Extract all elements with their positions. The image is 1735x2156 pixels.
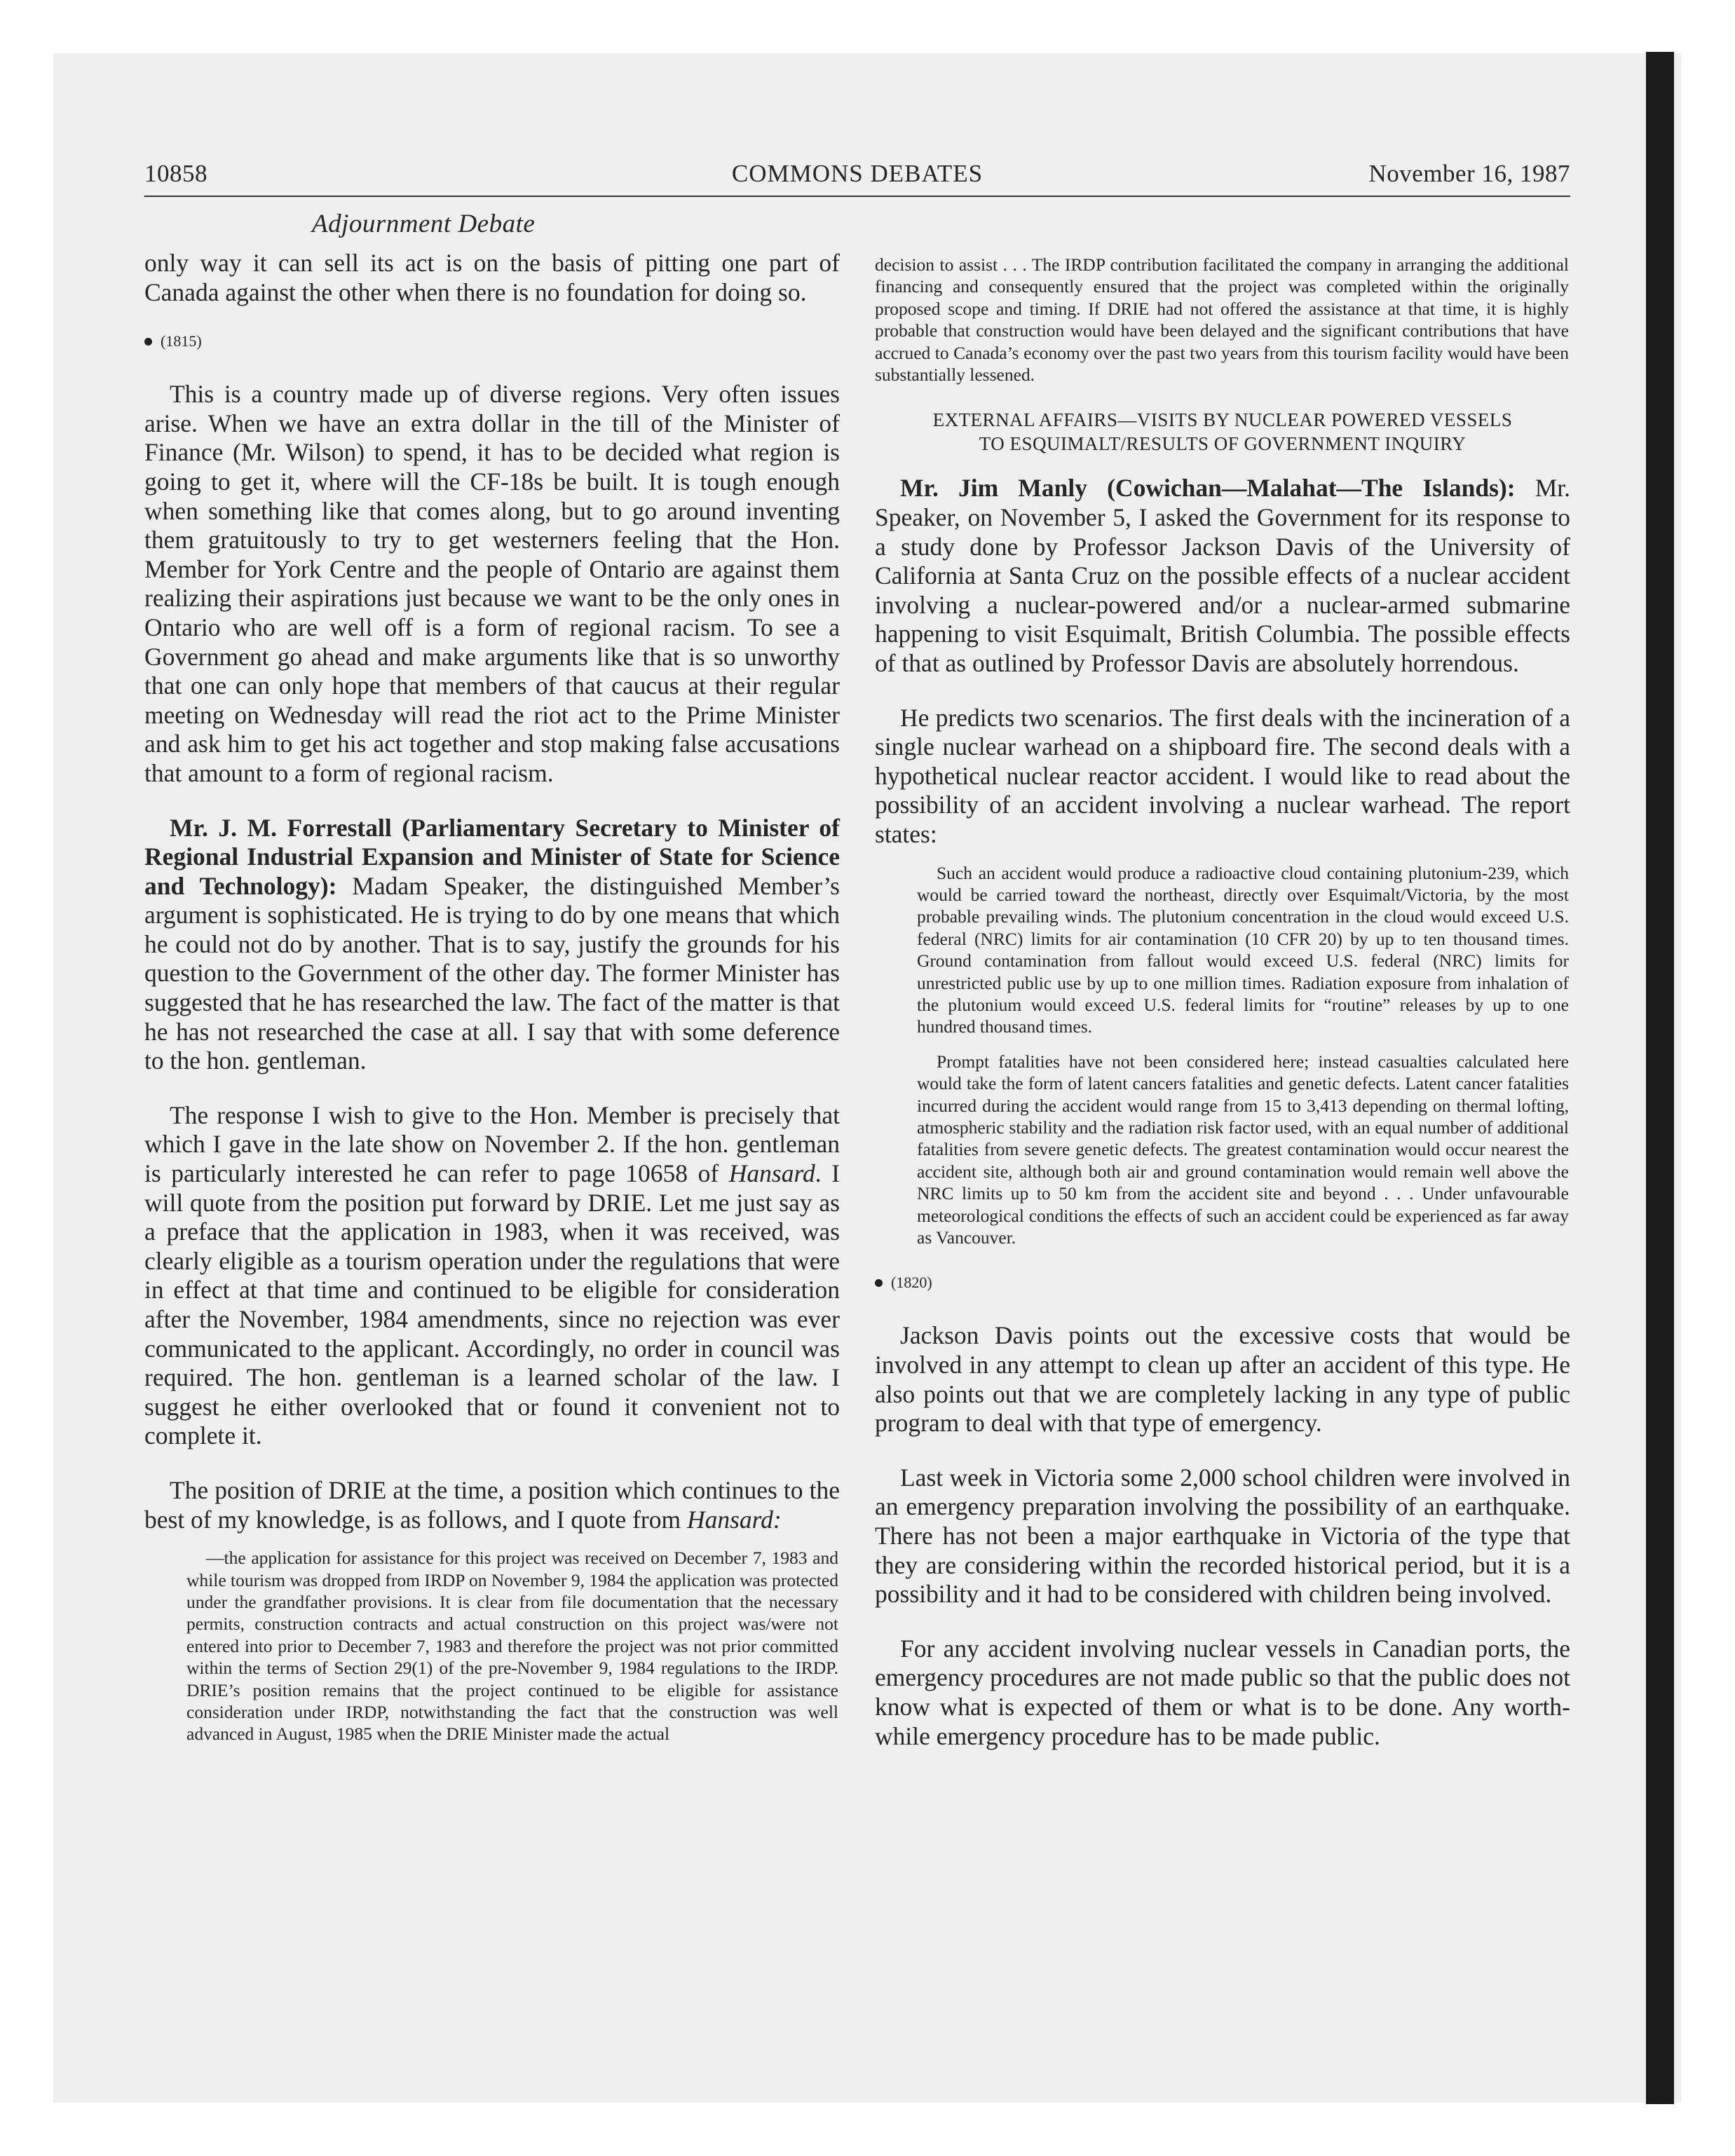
block-quote: Prompt fatalities have not been considered here; instead casualties calculated here would take the form of latent cancers fatalities and genetic defects. Latent cancer fatalities incurred during the accident would range from 15 to 3,413 depending on thermal lofting, atmospheric stability and the radiation risk factor used, with an equal number of additional fatalities from severe genetic defects. The greatest contamination would occur nearest the accident site, although both air and ground contamination would remain well above the NRC limits up to 50 km from the accident site and beyond . . . Under unfavourable meteorological conditions the effects of such an accident could be experienced as far away as Vancouver.: [917, 1051, 1569, 1248]
debate-heading: [875, 408, 1570, 456]
page-header: [144, 160, 1570, 196]
speech-text: Madam Speaker, the distinguished Member’s argument is sophisticated. He is trying to do by one means that which he could not do by another. That is to say, justify the grounds for his question to the Government of the other day. The former Minister has suggested that he has researched the law. The fact of the matter is that he has not researched the case at all. I say that with some deference to the hon. gentleman.: [144, 871, 840, 1075]
time-marker-label: (1815): [161, 332, 202, 350]
paragraph: This is a country made up of diverse regions. Very often issues arise. When we have an extra dollar in the till of the Minister of Finance (Mr. Wilson) to spend, it has to be decided what region is going to get it, where will the CF-18s be built. It is tough enough when something like that comes along, but to go around inventing them gratuitously to try to get westerners feeling that the Hon. Member for York Centre and the people of Ontario are against them realizing their aspirations just because we want to be the only ones in Ontario who are well off is a form of regional racism. To see a Government go ahead and make arguments like that is so unworthy that one can only hope that members of that caucus at their regular meeting on Wednesday will read the riot act to the Prime Minister and ask him to get his act together and stop making false accusations that amount to a form of regional racism.: [144, 380, 840, 787]
block-quote: decision to assist . . . The IRDP contribution facilitated the company in arranging the additional financing and consequently ensured that the project was completed within the originally proposed scope and timing. If DRIE had not offered the assistance at that time, it is highly probable that construction would have been delayed and the significant contributions that have accrued to Canada’s economy over the past two years from this tourism facility would have been substantially lessened.: [875, 254, 1569, 386]
block-quote: Such an accident would produce a radioactive cloud containing plutonium-239, which would be carried toward the northeast, directly over Esquimalt/Victoria, by the most probable prevailing winds. The plutonium concentration in the cloud would exceed U.S. federal (NRC) limits for air contamination (10 CFR 20) by up to ten thousand times. Ground contamination from fallout would exceed U.S. federal (NRC) limits for unrestricted public use by up to one million times. Radiation exposure from inhalation of the plutonium would exceed U.S. federal limits for “routine” releases by up to one hundred thousand times.: [917, 862, 1569, 1037]
paragraph: [144, 814, 840, 1076]
speaker-name: Mr. Jim Manly (Cowichan—Malahat—The Islands):: [900, 474, 1516, 503]
time-marker: [144, 331, 840, 352]
right-column: [875, 254, 1570, 1751]
paragraph: Last week in Victoria some 2,000 school children were involved in an emergency preparation involving the possibility of an earthquake. There has not been a major earthquake in Victoria of the type that they are considering within the recorded historical period, but it is a possibility and it had to be considered with children being involved.: [875, 1463, 1570, 1609]
publication-date: November 16, 1987: [1368, 160, 1570, 187]
paragraph: only way it can sell its act is on the basis of pitting one part of Canada against the other when there is no foundation for doing so.: [144, 249, 840, 306]
paragraph: [875, 474, 1570, 678]
paragraph: [144, 1476, 840, 1534]
block-quote: —the application for assistance for this project was received on December 7, 1983 and while tourism was dropped from IRDP on November 9, 1984 the application was protected under the grandfather provisions. It is clear from file documentation that the necessary permits, construction contracts and actual construction on this project was/were not entered into prior to December 7, 1983 and therefore the project was not prior committed within the terms of Section 29(1) of the pre-November 9, 1984 regulations to the IRDP. DRIE’s position remains that the project continued to be eligible for assistance consideration under IRDP, notwithstanding the fact that the construction was well advanced in August, 1985 when the DRIE Minister made the actual: [186, 1548, 838, 1745]
paragraph: Jackson Davis points out the excessive costs that would be involved in any attempt to clean up after an accident of this type. He also points out that we are completely lacking in any type of public program to deal with that type of emergency.: [875, 1321, 1570, 1438]
time-marker-label: (1820): [891, 1274, 932, 1292]
heading-line: TO ESQUIMALT/RESULTS OF GOVERNMENT INQUIRY: [979, 433, 1467, 455]
publication-title: COMMONS DEBATES: [731, 160, 984, 187]
time-marker: [875, 1272, 1570, 1293]
speech-text: Mr. Speaker, on November 5, I asked the Government for its response to a study done by Professor Jackson Davis of the University of California at Santa Cruz on the possible effects of a nuclear accident involving a nuclear-powered and/or a nuclear-armed submarine happening to visit Esquimalt, British Columbia. The possible effects of that as outlined by Professor Davis are absolutely horrendous.: [875, 474, 1571, 677]
speech-text: The position of DRIE at the time, a position which continues to the best of my knowledge, is as follows, and I quote from: [144, 1475, 840, 1534]
scan-binding-edge: [1646, 52, 1674, 2104]
page-number: 10858: [144, 160, 207, 187]
speaker-name: Mr. J. M. Forrestall (Parliamentary Secretary to Minister of Regional Industrial Expansion and Minister of State for Science and Technology):: [144, 813, 840, 900]
hansard-reference: Hansard: [728, 1159, 815, 1188]
bullet-icon: [875, 1279, 883, 1287]
header-rule: [144, 196, 1570, 197]
paragraph: [144, 1101, 840, 1451]
speech-text: . I will quote from the position put forward by DRIE. Let me just say as a preface that the application in 1983, when it was received, was clearly eligible as a tourism operation under the regulations that were in effect at that time and continued to be eligible for consideration after the November, 1984 amendments, since no rejection was ever communicated to the applicant. Accordingly, no order in council was required. The hon. gentleman is a learned scholar of the law. I suggest he either overlooked that or found it convenient not to complete it.: [144, 1159, 840, 1450]
left-column: [144, 249, 840, 1745]
speech-text: The response I wish to give to the Hon. Member is precisely that which I gave in the late show on November 2. If the hon. gentleman is particularly interested he can refer to page 10658 of: [144, 1100, 840, 1188]
bullet-icon: [144, 338, 152, 346]
paragraph: For any accident involving nuclear vessels in Canadian ports, the emergency procedures are not made public so that the public does not know what is expected of them or what is to be done. Any worth-while emergency procedure has to be made public.: [875, 1634, 1570, 1750]
heading-line: EXTERNAL AFFAIRS—VISITS BY NUCLEAR POWERED VESSELS: [932, 409, 1513, 431]
paragraph: He predicts two scenarios. The first deals with the incineration of a single nuclear warhead on a shipboard fire. The second deals with a hypothetical nuclear reactor accident. I would like to read about the possibility of an accident involving a nuclear warhead. The report states:: [875, 703, 1570, 848]
section-title: Adjournment Debate: [312, 210, 536, 238]
hansard-reference: Hansard:: [686, 1505, 782, 1534]
